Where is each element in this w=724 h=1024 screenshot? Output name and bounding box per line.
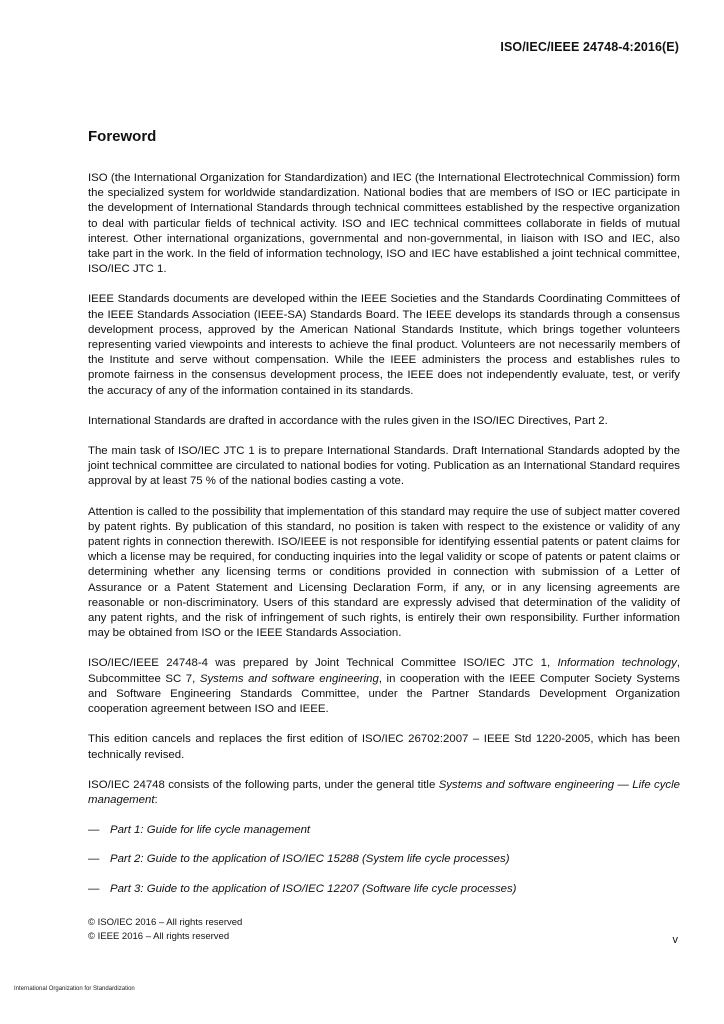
parts-intro-text-1: ISO/IEC 24748 consists of the following parts, under the general title xyxy=(88,778,439,791)
list-item-part-3 xyxy=(88,882,680,897)
copyright-ieee: © IEEE 2016 – All rights reserved xyxy=(88,931,230,942)
list-item-text: Part 3: Guide to the application of ISO/IEC 12207 (Software life cycle processes) xyxy=(110,882,517,895)
paragraph-iso-iec: ISO (the International Organization for Standardization) and IEC (the International Electrotechnical Commission) form the specialized system for worldwide standardization. National bodies that are members of ISO or IEC participate in the development of International Standards through technical committees established by the respective organization to deal with particular fields of technical activity. ISO and IEC technical committees collaborate in fields of mutual interest. Other international organizations, governmental and non-governmental, in liaison with ISO and IEC, also take part in the work. In the field of information technology, ISO and IEC have established a joint technical committee, ISO/IEC JTC 1. xyxy=(88,172,680,276)
paragraph-ieee-standards: IEEE Standards documents are developed within the IEEE Societies and the Standards Coordinating Committees of the IEEE Standards Association (IEEE-SA) Standards Board. The IEEE develops its standards through a consensus development process, approved by the American National Standards Institute, which brings together volunteers representing varied viewpoints and interests to achieve the final product. Volunteers are not necessarily members of the Institute and serve without compensation. While the IEEE administers the process and establishes rules to promote fairness in the consensus development process, the IEEE does not independently evaluate, test, or verify the accuracy of any of the information contained in its standards. xyxy=(88,293,680,397)
page-number: v xyxy=(672,934,678,946)
parts-intro-italic: Systems and software engineering — Life cycle management xyxy=(88,778,680,806)
parts-intro-text-2: : xyxy=(154,793,158,806)
document-id-header: ISO/IEC/IEEE 24748-4:2016(E) xyxy=(500,40,679,54)
prepared-by-text-2: , Subcommittee SC 7, xyxy=(88,657,680,685)
prepared-by-italic-1: Information technology xyxy=(557,657,677,670)
paragraph-jtc1-task: The main task of ISO/IEC JTC 1 is to prepare International Standards. Draft International Standards adopted by the joint technical committee are circulated to national bodies for voting. Publication as an International Standard requires approval by at least 75 % of the national bodies casting a vote. xyxy=(88,445,680,488)
foreword-title: Foreword xyxy=(88,128,157,145)
copyright-iso: © ISO/IEC 2016 – All rights reserved xyxy=(88,917,243,928)
list-item-text: Part 2: Guide to the application of ISO/IEC 15288 (System life cycle processes) xyxy=(110,853,510,866)
list-item-part-1 xyxy=(88,823,680,838)
paragraph-edition: This edition cancels and replaces the first edition of ISO/IEC 26702:2007 – IEEE Std 1220-2005, which has been technically revised. xyxy=(88,733,680,761)
list-item-part-2 xyxy=(88,852,680,867)
prepared-by-text-3: , in cooperation with the IEEE Computer Society Systems and Software Engineering Standards Committee, under the Partner Standards Development Organization cooperation agreement between ISO and IEEE. xyxy=(88,672,680,716)
paragraph-prepared-by xyxy=(88,656,680,717)
list-dash: — xyxy=(88,853,100,866)
foreword-section xyxy=(88,128,680,911)
list-dash: — xyxy=(88,882,100,895)
prepared-by-italic-2: Systems and software engineering xyxy=(199,672,379,685)
paragraph-directives: International Standards are drafted in accordance with the rules given in the ISO/IEC Directives, Part 2. xyxy=(88,414,608,427)
bottom-note: International Organization for Standardization xyxy=(14,986,135,992)
copyright-footer xyxy=(88,916,242,944)
paragraph-parts-intro xyxy=(88,778,680,808)
list-dash: — xyxy=(88,824,100,837)
prepared-by-text-1: ISO/IEC/IEEE 24748-4 was prepared by Joint Technical Committee ISO/IEC JTC 1, xyxy=(88,657,558,670)
paragraph-patent-rights: Attention is called to the possibility that implementation of this standard may require the use of subject matter covered by patent rights. By publication of this standard, no position is taken with respect to the existence or validity of any patent rights in connection therewith. ISO/IEEE is not responsible for identifying essential patents or patent claims for which a license may be required, for conducting inquiries into the legal validity or scope of patents or patent claims or determining whether any licensing terms or conditions provided in connection with submission of a Letter of Assurance or a Patent Statement and Licensing Declaration Form, if any, or in any licensing agreements are reasonable or non-discriminatory. Users of this standard are expressly advised that determination of the validity of any patent rights, and the risk of infringement of such rights, is entirely their own responsibility. Further information may be obtained from ISO or the IEEE Standards Association. xyxy=(88,505,680,640)
list-item-text: Part 1: Guide for life cycle management xyxy=(110,824,311,837)
